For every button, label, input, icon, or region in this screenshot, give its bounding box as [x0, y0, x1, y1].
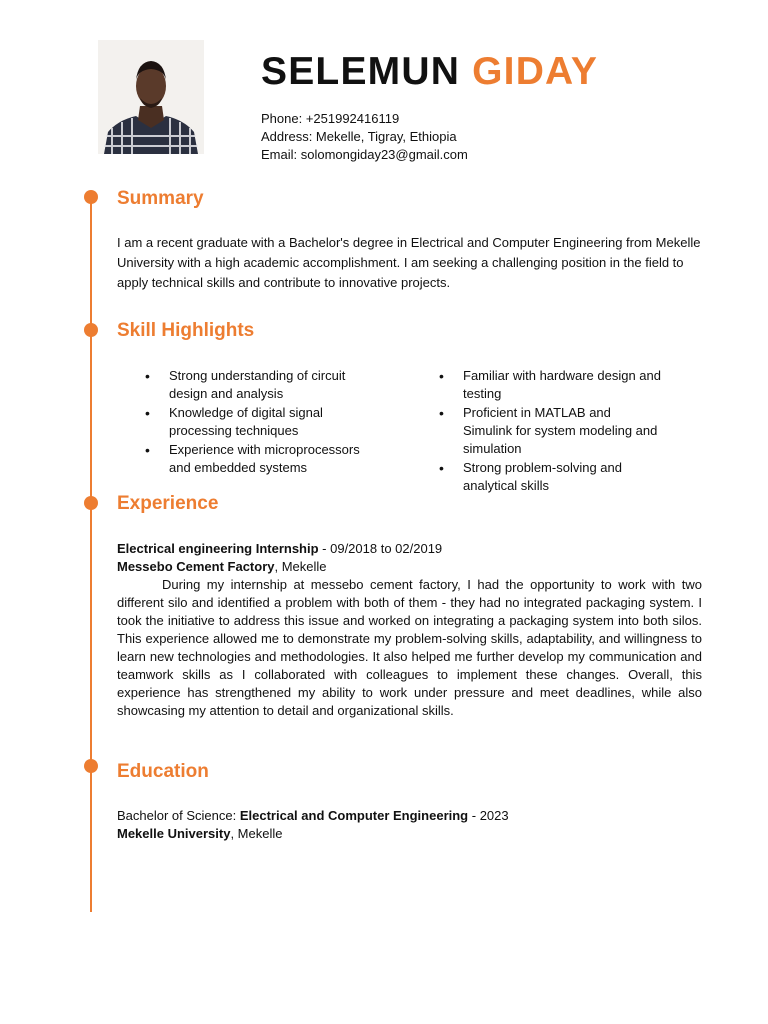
timeline-dot: [84, 496, 98, 510]
skills-heading: Skill Highlights: [117, 320, 255, 341]
school-line: [117, 825, 702, 843]
employer-line: [117, 558, 702, 576]
email: Email: solomongiday23@gmail.com: [261, 147, 468, 162]
education-entry: [117, 807, 702, 843]
skills-left-column: [117, 367, 367, 478]
education-heading: Education: [117, 761, 209, 782]
last-name: GIDAY: [472, 50, 599, 93]
timeline-dot: [84, 190, 98, 204]
first-name: SELEMUN: [261, 50, 461, 93]
degree: Electrical and Computer Engineering: [239, 808, 469, 823]
job-title: Electrical engineering Internship: [117, 541, 319, 556]
applicant-name: [261, 50, 598, 94]
experience-heading: Experience: [117, 493, 219, 514]
profile-photo: [98, 40, 204, 154]
timeline-dot: [84, 323, 98, 337]
skill-item: • Experience with microprocessors and embedded systems: [117, 441, 367, 477]
skill-item: • Knowledge of digital signal processing techniques: [117, 404, 367, 440]
address: Address: Mekelle, Tigray, Ethiopia: [261, 129, 457, 144]
job-description: During my internship at messebo cement factory, I had the opportunity to work with two different silo and identified a problem with both of them - they had no integrated packaging system. I took the initiative to address this issue and worked on integrating a packaging system into both silos. This experience allowed me to demonstrate my problem-solving skills, adaptability, and willingness to learn new technologies and methodologies. It also helped me further develop my communication and teamwork skills as I collaborated with colleagues to implement these changes. Overall, this experience has strengthened my ability to work under pressure and meet deadlines, while also showcasing my attention to detail and organizational skills.: [117, 577, 702, 718]
skill-item: • Proficient in MATLAB and Simulink for system modeling and simulation: [411, 404, 661, 458]
job-dates: - 09/2018 to 02/2019: [318, 541, 443, 556]
degree-prefix: Bachelor of Science:: [117, 808, 240, 823]
timeline-dot: [84, 759, 98, 773]
contact-info: [261, 110, 468, 164]
school: Mekelle University: [117, 826, 231, 841]
skill-item: • Strong understanding of circuit design and analysis: [117, 367, 367, 403]
experience-entry: [117, 540, 702, 720]
summary-text: I am a recent graduate with a Bachelor's degree in Electrical and Computer Engineering from Mekelle University with a high academic accomplishment. I am seeking a challenging position in the field to apply technical skills and contribute to innovative projects.: [117, 235, 701, 290]
skill-item: • Strong problem-solving and analytical skills: [411, 459, 661, 495]
timeline-line: [90, 196, 92, 912]
degree-line: [117, 807, 702, 825]
phone: Phone: +251992416119: [261, 111, 400, 126]
skill-item: • Familiar with hardware design and testing: [411, 367, 661, 403]
job-title-line: [117, 540, 702, 558]
graduation-year: - 2023: [468, 808, 509, 823]
employer: Messebo Cement Factory: [117, 559, 275, 574]
summary-heading: Summary: [117, 188, 204, 209]
school-location: , Mekelle: [230, 826, 283, 841]
employer-location: , Mekelle: [274, 559, 327, 574]
skills-right-column: [411, 367, 661, 496]
